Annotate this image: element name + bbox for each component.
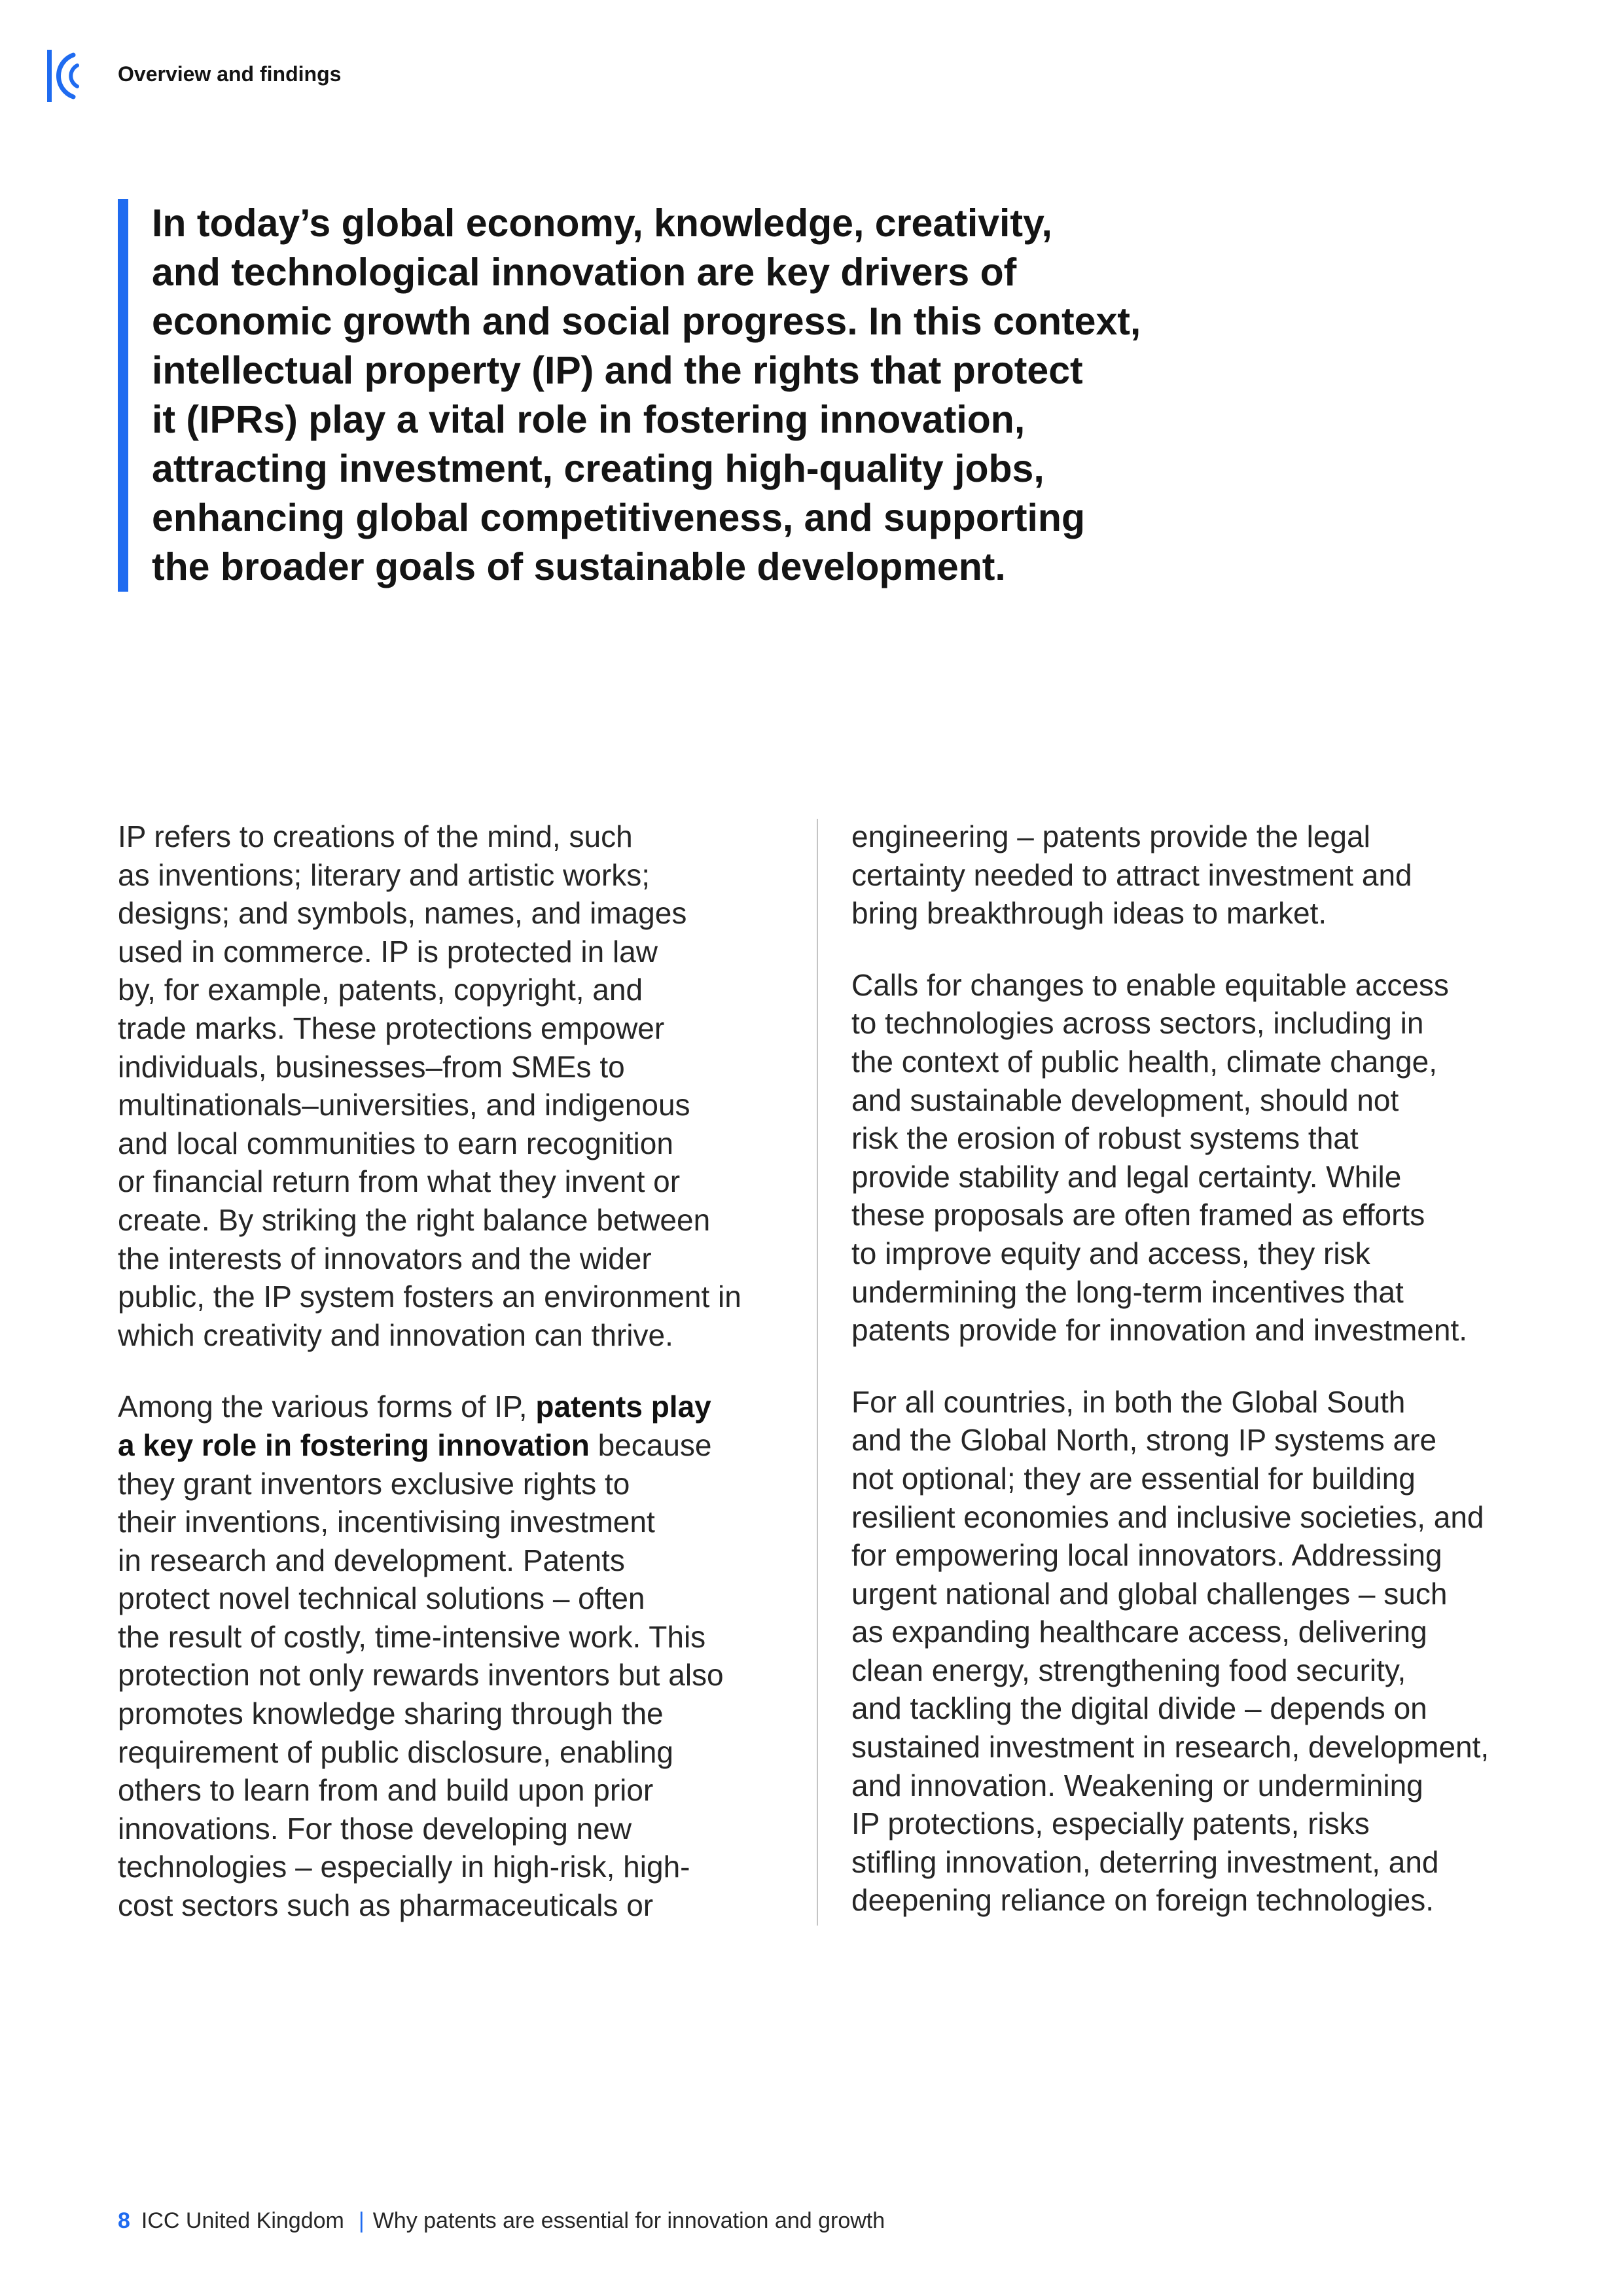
right-column	[851, 817, 1558, 1953]
paragraph-ip-definition: IP refers to creations of the mind, such as inventions; literary and artistic works; designs; and symbols, names, and images used in commerce. IP is protected in law by, for example, patents, copyright, and trade marks. These protections empower individuals, businesses–from SMEs to multinationals–universities, and indigenous and local communities to earn recognition or financial return from what they invent or create. By striking the right balance between the interests of innovators and the wider public, the IP system fosters an environment in which creativity and innovation can thrive.	[118, 819, 741, 1352]
paragraph-intro-text: Among the various forms of IP,	[118, 1390, 536, 1424]
pull-quote: In today’s global economy, knowledge, creativity, and technological innovation are key drivers of economic growth and social progress. In this context, intellectual property (IP) and the rights that protect it (IPRs) play a vital role in fostering innovation, attracting investment, creating high-quality jobs, enhancing global competitiveness, and supporting the broader goals of sustainable development.	[118, 199, 1141, 592]
left-column	[118, 817, 779, 1958]
page-footer	[118, 2207, 885, 2234]
footer-separator: |	[358, 2208, 365, 2233]
column-divider	[817, 819, 818, 1926]
paragraph-continuation-text: because they grant inventors exclusive rights to their inventions, incentivising investment in research and development. Patents protect novel technical solutions – often the result of costly, time-intensive work. This protection not only rewards inventors but also promotes knowledge sharing through the requirement of public disclosure, enabling others to learn from and build upon prior innovations. For those developing new technologies – especially in high-risk, high- cost sectors such as pharmaceuticals or	[118, 1427, 724, 1923]
paragraph-patents-role	[118, 1388, 779, 1924]
icc-logo-icon	[47, 48, 81, 103]
paragraph-strong-ip-systems: For all countries, in both the Global South and the Global North, strong IP systems are not optional; they are essential for building resilient economies and inclusive societies, and for empowering local innovators. Addressing urgent national and global challenges – such as expanding healthcare access, delivering clean energy, strengthening food security, and tackling the digital divide – depends on sustained investment in research, development, and innovation. Weakening or undermining IP protections, especially patents, risks stifling innovation, deterring investment, and deepening reliance on foreign technologies.	[851, 1384, 1489, 1918]
paragraph-legal-certainty: engineering – patents provide the legal certainty needed to attract investment and bring breakthrough ideas to market.	[851, 819, 1412, 931]
section-title: Overview and findings	[118, 62, 342, 86]
page-number: 8	[118, 2208, 130, 2233]
emphasis-text: patents play a key role in fostering innovation	[118, 1390, 711, 1462]
paragraph-equitable-access: Calls for changes to enable equitable access to technologies across sectors, including in the context of public health, climate change, and sustainable development, should not risk the erosion of robust systems that provide stability and legal certainty. While these proposals are often framed as efforts to improve equity and access, they risk undermining the long-term incentives that patents provide for innovation and investment.	[851, 967, 1468, 1348]
report-title: Why patents are essential for innovation and growth	[372, 2208, 885, 2233]
organisation-name: ICC United Kingdom	[141, 2208, 344, 2233]
